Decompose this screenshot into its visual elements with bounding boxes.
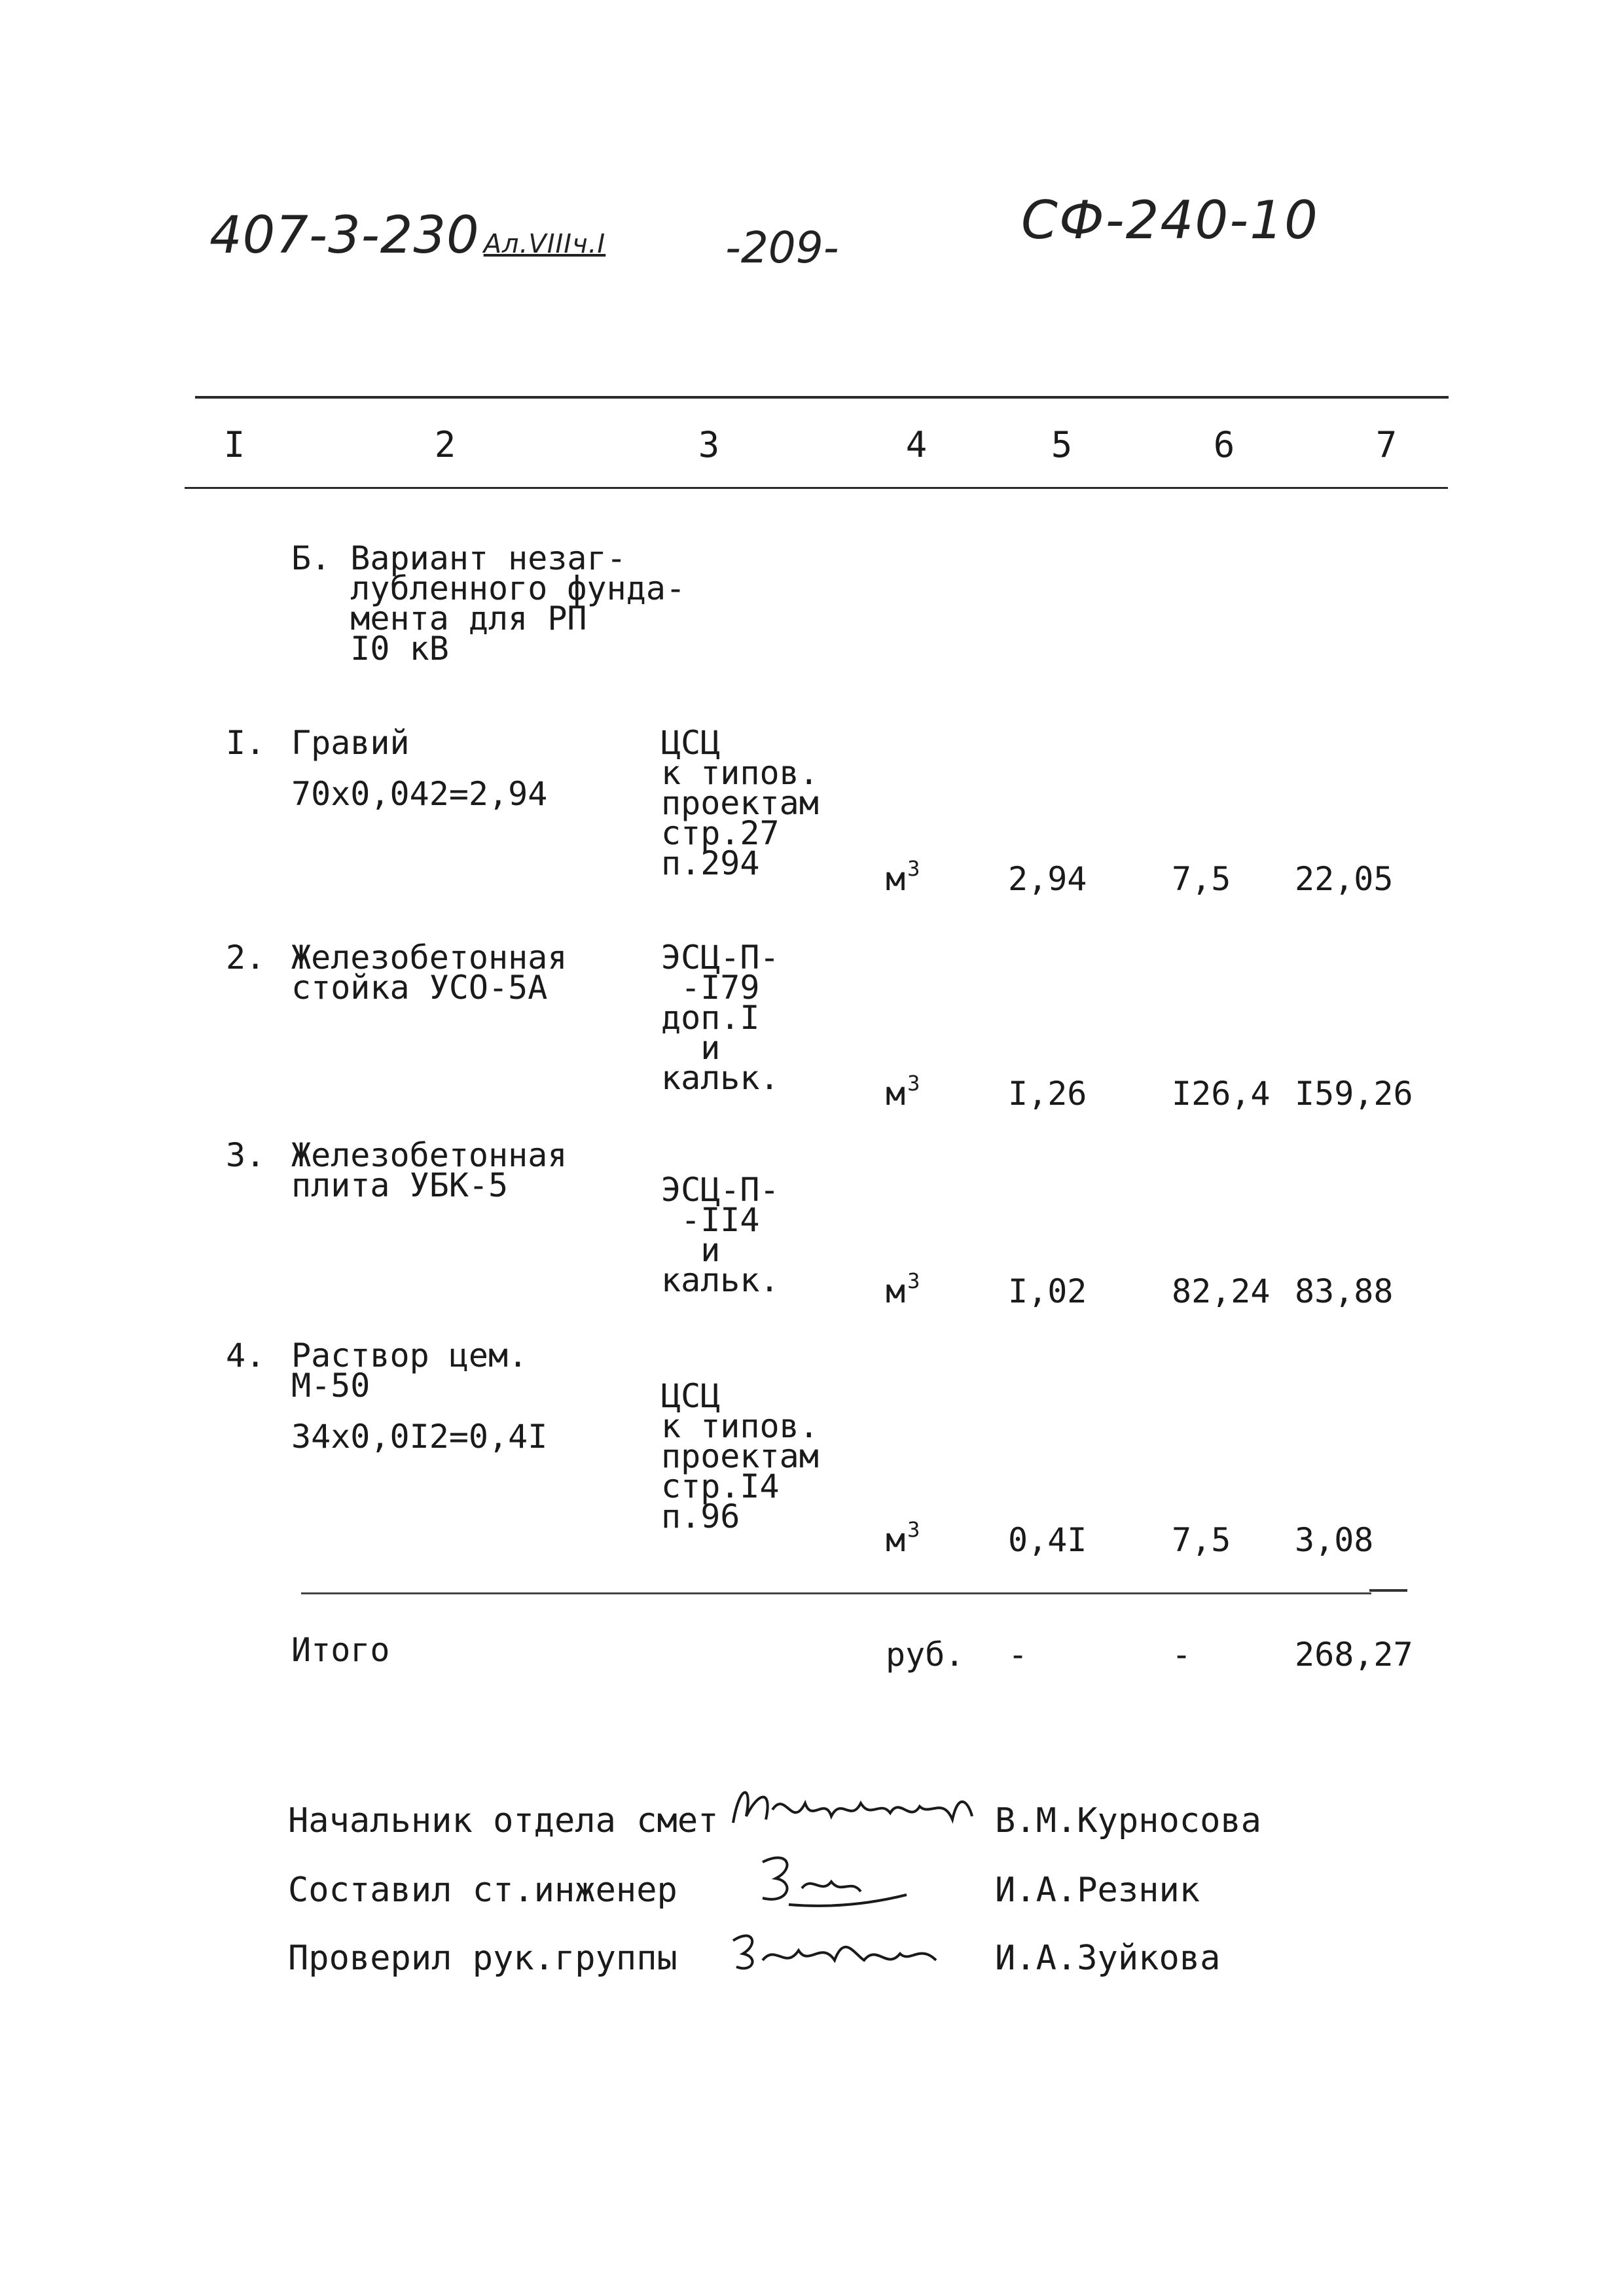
document-code xyxy=(209,206,605,265)
row-3-total: 83,88 xyxy=(1295,1272,1394,1310)
page-number: -209- xyxy=(725,223,839,273)
row-2-total: I59,26 xyxy=(1295,1075,1413,1113)
total-price: - xyxy=(1172,1636,1192,1674)
total-unit: руб. xyxy=(886,1636,965,1674)
row-2-unit-exponent: 3 xyxy=(907,1071,920,1096)
row-2-name: Железобетонная стойка УСО-5А xyxy=(291,939,568,1007)
signature-role-3: Проверил рук.группы xyxy=(288,1939,677,1978)
row-1-name: Гравий xyxy=(291,724,410,762)
row-2-unit-base: м xyxy=(886,1075,906,1113)
row-3-unit xyxy=(886,1268,920,1310)
row-1-calc: 70х0,042=2,94 xyxy=(291,775,548,813)
row-4-price: 7,5 xyxy=(1172,1521,1231,1559)
row-3-number: 3. xyxy=(226,1136,266,1174)
row-4-unit-exponent: 3 xyxy=(907,1517,920,1542)
total-rule-end xyxy=(1369,1589,1407,1592)
signature-role-1: Начальник отдела смет xyxy=(288,1801,719,1840)
row-1-price: 7,5 xyxy=(1172,860,1231,898)
total-sum: 268,27 xyxy=(1295,1636,1413,1674)
row-1-quantity: 2,94 xyxy=(1008,860,1087,898)
signature-name-3: И.А.Зуйкова xyxy=(995,1939,1221,1978)
row-1-number: I. xyxy=(226,724,266,762)
row-3-quantity: I,02 xyxy=(1008,1272,1087,1310)
row-2-quantity: I,26 xyxy=(1008,1075,1087,1113)
signature-name-1: В.М.Курносова xyxy=(995,1801,1261,1840)
row-4-calc: 34х0,0I2=0,4I xyxy=(291,1418,548,1456)
column-number-5: 5 xyxy=(1051,424,1073,465)
row-2-unit xyxy=(886,1071,920,1113)
row-1-total: 22,05 xyxy=(1295,860,1394,898)
row-4-unit xyxy=(886,1517,920,1559)
row-2-price: I26,4 xyxy=(1172,1075,1271,1113)
total-label: Итого xyxy=(291,1631,390,1669)
column-number-1: I xyxy=(223,424,245,465)
row-3-unit-exponent: 3 xyxy=(907,1268,920,1293)
row-3-basis: ЭСЦ-П- -II4 и кальк. xyxy=(661,1171,780,1299)
total-quantity: - xyxy=(1008,1636,1028,1674)
column-number-4: 4 xyxy=(905,424,928,465)
document-code-suffix: Ал.VIIIч.I xyxy=(483,229,606,259)
signature-image-2 xyxy=(749,1842,920,1914)
signature-name-2: И.А.Резник xyxy=(995,1871,1200,1910)
signature-image-3 xyxy=(723,1914,946,1986)
row-4-unit-base: м xyxy=(886,1521,906,1559)
column-number-2: 2 xyxy=(434,424,456,465)
row-4-total: 3,08 xyxy=(1295,1521,1374,1559)
row-1-unit-exponent: 3 xyxy=(907,856,920,881)
column-number-6: 6 xyxy=(1213,424,1235,465)
signature-role-2: Составил ст.инженер xyxy=(288,1871,677,1910)
row-3-price: 82,24 xyxy=(1172,1272,1271,1310)
section-title: Б. Вариант незаг- лубленного фунда- мента для РП I0 кВ xyxy=(291,539,686,668)
column-number-7: 7 xyxy=(1375,424,1398,465)
row-2-number: 2. xyxy=(226,939,266,977)
signature-image-1 xyxy=(727,1770,975,1842)
row-4-name: Раствор цем. М-50 xyxy=(291,1336,528,1405)
row-4-basis: ЦСЦ к типов. проектам стр.I4 п.96 xyxy=(661,1377,819,1535)
row-3-unit-base: м xyxy=(886,1272,906,1310)
document-code-main: 407-3-230 xyxy=(209,206,480,265)
total-rule xyxy=(301,1592,1371,1594)
row-2-basis: ЭСЦ-П- -I79 доп.I и кальк. xyxy=(661,939,780,1097)
sheet-code: СФ-240-10 xyxy=(1021,190,1319,251)
row-1-unit xyxy=(886,856,920,898)
row-4-number: 4. xyxy=(226,1336,266,1374)
column-number-3: 3 xyxy=(698,424,720,465)
table-header-rule xyxy=(185,487,1448,489)
row-1-unit-base: м xyxy=(886,860,906,898)
row-4-quantity: 0,4I xyxy=(1008,1521,1087,1559)
row-3-name: Железобетонная плита УБК-5 xyxy=(291,1136,568,1204)
table-top-rule xyxy=(195,396,1449,399)
row-1-basis: ЦСЦ к типов. проектам стр.27 п.294 xyxy=(661,724,819,882)
